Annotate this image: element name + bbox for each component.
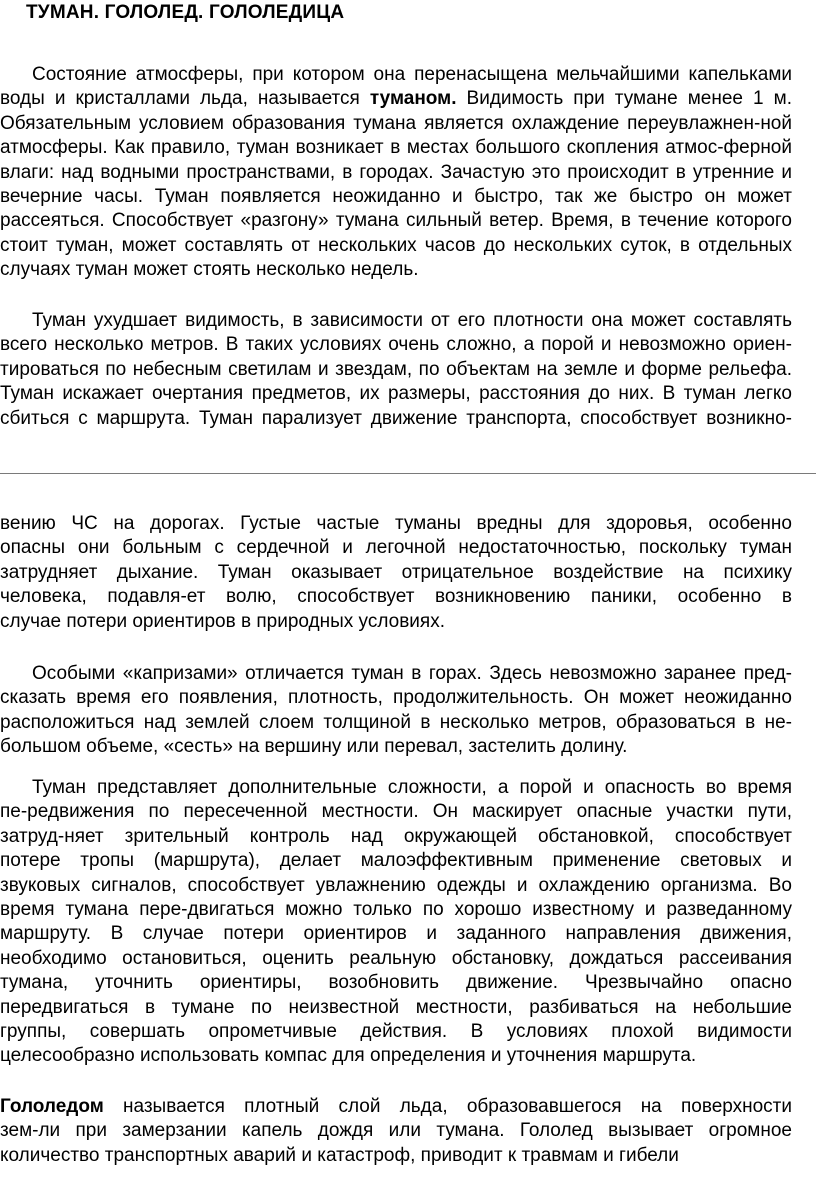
text-run: расположиться над землей слоем толщиной в несколько метров, образоваться в не- bbox=[0, 711, 792, 733]
text-line bbox=[0, 209, 792, 233]
text-line bbox=[32, 63, 792, 87]
text-run: передвигаться в тумане по неизвестной местности, разбиваться на небольшие bbox=[0, 996, 792, 1018]
text-line bbox=[0, 686, 792, 710]
text-line bbox=[0, 185, 792, 209]
text-line bbox=[0, 358, 792, 382]
text-line bbox=[0, 874, 792, 898]
text-line bbox=[32, 776, 792, 800]
text-line bbox=[0, 87, 792, 111]
text-line bbox=[0, 898, 792, 922]
page-divider bbox=[0, 473, 816, 474]
text-run: случае потери ориентиров в природных условиях. bbox=[0, 610, 445, 632]
text-run: необходимо остановиться, оценить реальную обстановку, дождаться рассеивания bbox=[0, 947, 792, 969]
text-line bbox=[0, 234, 792, 258]
text-run: случаях туман может стоять несколько недель. bbox=[0, 259, 419, 281]
text-run: зем-ли при замерзании капель дождя или тумана. Гололед вызывает огромное bbox=[0, 1120, 792, 1142]
text-run: тумана, уточнить ориентиры, возобновить движение. Чрезвычайно опасно bbox=[0, 972, 792, 994]
text-run: всего несколько метров. В таких условиях очень сложно, а порой и невозможно ориен- bbox=[0, 334, 792, 356]
text-line bbox=[0, 407, 792, 431]
bold-term: Гололедом bbox=[0, 1096, 104, 1117]
text-run: Туман искажает очертания предметов, их размеры, расстояния до них. В туман легко bbox=[0, 383, 792, 405]
text-run: влаги: над водными пространствами, в городах. Зачастую это происходит в утренние и bbox=[0, 161, 792, 183]
text-line bbox=[0, 610, 445, 634]
text-line bbox=[0, 161, 792, 185]
text-line bbox=[0, 825, 792, 849]
bold-term: туманом. bbox=[369, 88, 457, 110]
text-run: потере тропы (маршрута), делает малоэффективным применение световых и bbox=[0, 850, 792, 872]
text-line bbox=[0, 947, 792, 971]
text-line bbox=[0, 258, 419, 282]
text-run: Особыми «капризами» отличается туман в горах. Здесь невозможно заранее пред- bbox=[32, 663, 792, 684]
text-line bbox=[0, 333, 792, 357]
text-line bbox=[0, 971, 792, 995]
text-line bbox=[32, 309, 792, 333]
text-line bbox=[0, 1020, 792, 1044]
text-run: количество транспортных аварий и катастроф, приводит к травмам и гибели bbox=[0, 1144, 679, 1166]
text-run: Обязательным условием образования тумана является охлаждение переувлажнен-ной bbox=[0, 112, 792, 134]
text-run: воды и кристаллами льда, называется bbox=[0, 88, 370, 110]
page-title: ТУМАН. ГОЛОЛЕД. ГОЛОЛЕДИЦА bbox=[26, 2, 345, 23]
text-run: вению ЧС на дорогах. Густые частые туманы вредны для здоровья, особенно bbox=[0, 513, 792, 534]
text-run: сбиться с маршрута. Туман парализует движение транспорта, способствует возникно- bbox=[0, 407, 792, 429]
text-line bbox=[0, 1144, 679, 1168]
text-run: Туман ухудшает видимость, в зависимости от его плотности она может составлять bbox=[32, 310, 792, 331]
text-run: маршруту. В случае потери ориентиров и заданного направления движения, bbox=[0, 923, 792, 945]
text-run: звуковых сигналов, способствует увлажнению одежды и охлаждению организма. Во bbox=[0, 874, 792, 896]
text-run: человека, подавля-ет волю, способствует возникновению паники, особенно в bbox=[0, 586, 792, 608]
text-line bbox=[32, 662, 792, 686]
text-run: рассеяться. Способствует «разгону» тумана сильный ветер. Время, в течение которого bbox=[0, 210, 792, 232]
text-run: группы, совершать опрометчивые действия. В условиях плохой видимости bbox=[0, 1021, 792, 1042]
text-line bbox=[0, 800, 792, 824]
text-line bbox=[0, 536, 792, 560]
text-line bbox=[0, 1119, 792, 1143]
text-run: Состояние атмосферы, при котором она перенасыщена мельчайшими капельками bbox=[32, 64, 792, 85]
text-run: Видимость при тумане менее 1 м. bbox=[456, 88, 792, 110]
text-run: вечерние часы. Туман появляется неожиданно и быстро, так же быстро он может bbox=[0, 186, 792, 207]
text-line bbox=[0, 112, 792, 136]
text-line bbox=[0, 1044, 696, 1068]
text-run: тироваться по небесным светилам и звездам, по объектам на земле и форме рельефа. bbox=[0, 358, 792, 380]
text-run: пе-редвижения по пересеченной местности. Он маскирует опасные участки пути, bbox=[0, 801, 792, 823]
text-run: затрудняет дыхание. Туман оказывает отрицательное воздействие на психику bbox=[0, 561, 792, 583]
text-line bbox=[0, 711, 792, 735]
text-line bbox=[0, 585, 792, 609]
text-run: затруд-няет зрительный контроль над окружающей обстановкой, способствует bbox=[0, 825, 792, 847]
text-run: большом объеме, «сесть» на вершину или перевал, застелить долину. bbox=[0, 736, 628, 758]
text-line bbox=[0, 996, 792, 1020]
text-line bbox=[0, 136, 792, 160]
text-run: время тумана пере-двигаться можно только по хорошо известному и разведанному bbox=[0, 899, 792, 920]
text-line bbox=[0, 382, 792, 406]
text-run: называется плотный слой льда, образовавшегося на поверхности bbox=[103, 1096, 792, 1117]
text-run: опасны они больным с сердечной и легочной недостаточностью, поскольку туман bbox=[0, 537, 792, 559]
text-run: целесообразно использовать компас для определения и уточнения маршрута. bbox=[0, 1045, 697, 1067]
text-line bbox=[0, 1095, 792, 1119]
text-run: атмосферы. Как правило, туман возникает в местах большого скопления атмос-ферной bbox=[0, 137, 792, 159]
text-run: Туман представляет дополнительные сложности, а порой и опасность во время bbox=[32, 777, 792, 798]
text-line bbox=[0, 735, 627, 759]
text-line bbox=[0, 561, 792, 585]
text-line bbox=[0, 922, 792, 946]
text-run: сказать время его появления, плотность, продолжительность. Он может неожиданно bbox=[0, 687, 792, 709]
text-run: стоит туман, может составлять от нескольких часов до нескольких суток, в отдельных bbox=[0, 234, 792, 256]
text-line bbox=[0, 849, 792, 873]
text-line bbox=[0, 512, 792, 536]
